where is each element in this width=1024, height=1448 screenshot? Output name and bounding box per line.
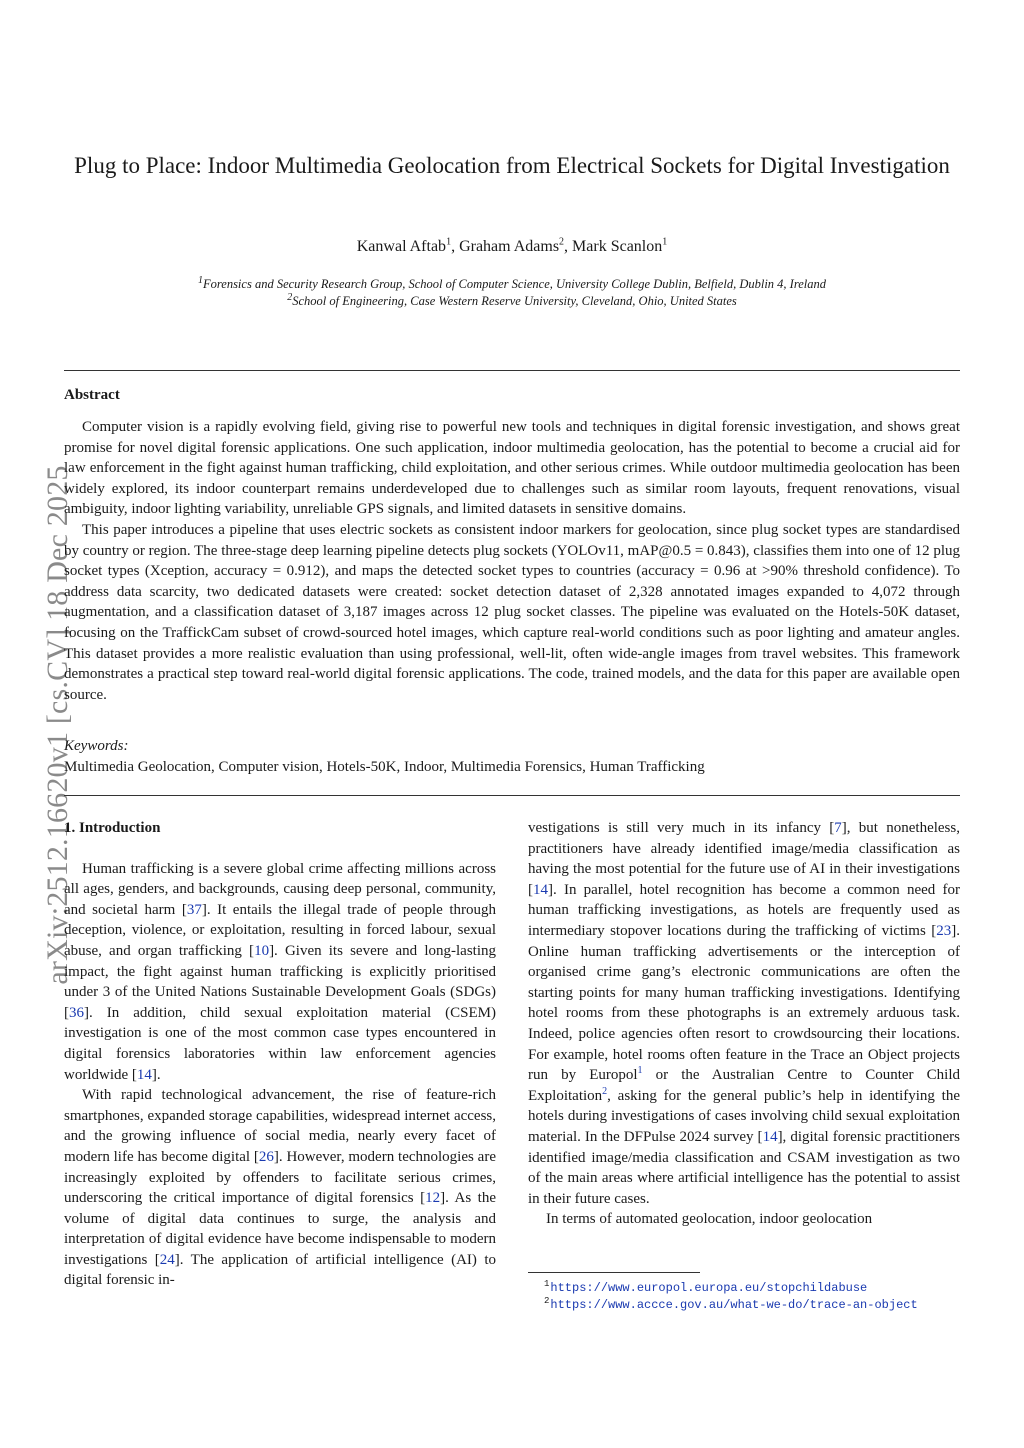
affiliation-line	[64, 293, 960, 310]
footnote-divider	[528, 1272, 700, 1273]
abstract-paragraph: Computer vision is a rapidly evolving field, giving rise to powerful new tools and techniques in digital forensic investigation, and shows great promise for novel digital forensic applications. One such application, indoor multimedia geolocation, has the potential to become a crucial aid for law enforcement in the fight against human trafficking, child exploitation, and other serious crimes. While outdoor multimedia geolocation has been widely explored, its indoor counterpart remains underdeveloped due to challenges such as similar room layouts, frequent renovations, visual ambiguity, indoor lighting variability, unreliable GPS signals, and limited datasets in sensitive domains.	[64, 419, 960, 518]
abstract-body	[64, 417, 960, 705]
affiliation-line	[64, 276, 960, 293]
footnote-number: 1	[544, 1279, 550, 1289]
affiliations	[64, 276, 960, 310]
author-affiliation-mark: 1	[662, 236, 668, 248]
affiliation-number: 1	[197, 274, 203, 286]
left-column	[64, 818, 496, 1291]
body-paragraph: In terms of automated geolocation, indoor geolocation	[546, 1211, 873, 1228]
abstract-heading: Abstract	[64, 387, 120, 403]
footnote-marker-link[interactable]: 1	[637, 1065, 643, 1077]
affiliation-text: Forensics and Security Research Group, School of Computer Science, University College Dublin, Belfield, Dublin 4, Ireland	[202, 277, 827, 291]
abstract-paragraph: This paper introduces a pipeline that uses electric sockets as consistent indoor markers for geolocation, since plug socket types are standardised by country or region. The three-stage deep learning pipeline detects plug sockets (YOLOv11, mAP@0.5 = 0.843), classifies them into one of 12 plug socket types (Xception, accuracy = 0.912), and maps the detected socket types to countries (accuracy = 0.96 at >90% threshold confidence). To address data scarcity, two dedicated datasets were created: socket detection dataset of 2,328 annotated images expanded to 4,072 through augmentation, and a classification dataset of 3,187 images across 12 plug socket classes. The pipeline was evaluated on the Hotels-50K dataset, focusing on the TraffickCam subset of crowd-sourced hotel images, which capture real-world conditions such as poor lighting and amateur angles. This dataset provides a more realistic evaluation than using professional, well-lit, often wide-angle images from travel websites. This framework demonstrates a practical step toward real-world digital forensic applications. The code, trained models, and the data for this paper are available open source.	[64, 521, 960, 703]
affiliation-text: School of Engineering, Case Western Reserve University, Cleveland, Ohio, United States	[292, 294, 737, 308]
section-heading-introduction: 1. Introduction	[64, 820, 161, 836]
citation-link[interactable]: 14	[136, 1066, 152, 1083]
body-paragraph: With rapid technological advancement, the rise of feature-rich smartphones, expanded storage capabilities, widespread internet access, and the growing influence of social media, nearly every facet of modern life has become digital [26]. However, modern technologies are increasingly exploited by offenders to facilitate serious crimes, underscoring the critical importance of digital forensics [12]. As the volume of digital data continues to surge, the analysis and interpretation of digital evidence have become indispensable to modern investigations [24]. The application of artificial intelligence (AI) to digital forensic in-	[64, 1087, 497, 1289]
author-name: Graham Adams	[459, 238, 560, 255]
right-column	[528, 818, 960, 1230]
footnote-number: 2	[544, 1296, 550, 1306]
citation-link[interactable]: 14	[762, 1128, 778, 1145]
citation-link[interactable]: 36	[69, 1004, 84, 1021]
citation-link[interactable]: 7	[834, 820, 842, 836]
author-affiliation-mark: 2	[559, 236, 565, 248]
citation-link[interactable]: 24	[159, 1251, 175, 1268]
author-name: Mark Scanlon	[572, 238, 663, 255]
footnote-2	[544, 1296, 918, 1312]
affiliation-number: 2	[287, 291, 293, 303]
arxiv-identifier-stamp: arXiv:2512.16620v1 [cs.CV] 18 Dec 2025	[41, 465, 74, 985]
citation-link[interactable]: 37	[186, 901, 202, 918]
footnote-marker-link[interactable]: 2	[602, 1085, 608, 1097]
keywords-label: Keywords:	[64, 738, 129, 754]
author-name: Kanwal Aftab	[356, 238, 447, 255]
section-divider	[64, 795, 960, 796]
citation-link[interactable]: 26	[258, 1148, 274, 1165]
keywords-text: Multimedia Geolocation, Computer vision, Hotels-50K, Indoor, Multimedia Forensics, Human Trafficking	[64, 759, 705, 775]
paper-title: Plug to Place: Indoor Multimedia Geolocation from Electrical Sockets for Digital Investigation	[74, 153, 950, 178]
citation-link[interactable]: 23	[936, 922, 952, 939]
body-paragraph: vestigations is still very much in its infancy [7], but nonetheless, practitioners have already identified image/media classification as having the most potential for the future use of AI in their investigations [14]. In parallel, hotel recognition has become a common need for human trafficking investigations, as hotels are frequently used as intermediary stopover locations during the trafficking of victims [23]. Online human trafficking advertisements or the interception of organised crime gang’s electronic communications are often the starting points for many human trafficking investigations. Identifying hotel rooms from these photographs is an extremely arduous task. Indeed, police agencies often resort to crowdsourcing their locations. For example, hotel rooms often feature in the Trace an Object projects run by Europol$^1$ or the Australian Centre to Counter Child Exploitation$^2$, asking for the general public’s help in identifying the hotels during investigations of cases involving child sexual exploitation material. In the DFPulse 2024 survey [14], digital forensic practitioners identified image/media classification and CSAM investigation as two of the main areas where artificial intelligence has the potential to assist in their future cases.	[528, 820, 961, 1207]
footnote-1	[544, 1279, 867, 1295]
citation-link[interactable]: 12	[425, 1190, 441, 1207]
footnote-url-link[interactable]: https://www.accce.gov.au/what-we-do/trace-an-object	[550, 1298, 918, 1312]
citation-link[interactable]: 14	[533, 881, 548, 898]
body-paragraph: Human trafficking is a severe global crime affecting millions across all ages, genders, and backgrounds, causing deep personal, community, and societal harm [37]. It entails the illegal trade of people through deception, violence, or exploitation, resulting in forced labour, sexual abuse, and organ trafficking [10]. Given its severe and long-lasting impact, the fight against human trafficking is explicitly prioritised under 3 of the United Nations Sustainable Development Goals (SDGs) [36]. In addition, child sexual exploitation material (CSEM) investigation is one of the most common case types encountered in digital forensics laboratories within law enforcement agencies worldwide [14].	[64, 860, 496, 1083]
author-list: Kanwal Aftab$^1$, Graham Adams$^2$, Mark Scanlon$^1$	[356, 236, 668, 255]
author-affiliation-mark: 1	[446, 236, 452, 248]
footnote-url-link[interactable]: https://www.europol.europa.eu/stopchildabuse	[550, 1281, 868, 1295]
citation-link[interactable]: 10	[254, 942, 270, 959]
section-divider	[64, 370, 960, 371]
